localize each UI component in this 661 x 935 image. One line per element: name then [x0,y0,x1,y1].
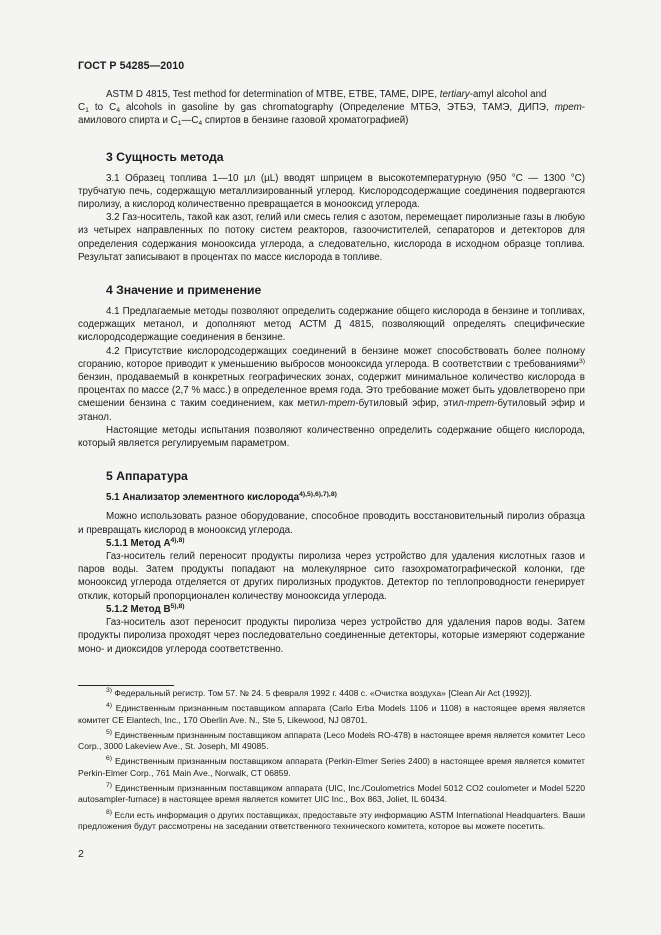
page-number: 2 [78,848,84,860]
main-content [78,88,585,656]
footnote-divider [78,685,174,686]
section-3-2-text: 3.2 Газ-носитель, такой как азот, гелий или смесь гелия с азотом, перемещает пиролизные газы в любую из четырех направленных по потоку систем реакторов, газоочистителей, сепараторов и детекторов для определения содержания монооксида углерода, а следовательно, кислорода в исходном образце топлива. Результат записывают в процентах по массе кислорода в топливе. [78,212,585,263]
section-4-1-text: 4.1 Предлагаемые методы позволяют определить содержание общего кислорода в бензине и топливах, содержащих метанол, и дополняют метод АСТМ Д 4815, позволяющий определять специфические кислородсодержащие соединения в бензине. [78,306,585,344]
footnote-8: $^{8)}$ Если есть информация о других поставщиках, предоставьте эту информацию ASTM International Headquarters. Ваши предложения будут рассмотрены на заседании ответственного технического комитета, которое вы можете посетить. [78,808,585,831]
footnotes [78,688,585,836]
section-3-1-text: 3.1 Образец топлива 1—10 µл (µL) вводят шприцем в высокотемпературную (950 °С — 1300 °С) трубчатую печь, содержащую металлизированный углерод. Кислородсодержащие соединения подвергаются пиролизу, а кислород количественно превращается в монооксид углерода. [78,172,585,211]
footnote-3: $^{3)}$ Федеральный регистр. Том 57. № 24. 5 февраля 1992 г. 4408 с. «Очистка воздуха» [Clean Air Act (1992)]. [106,687,532,698]
section-5-1-text: Можно использовать разное оборудование, способное проводить восстановительный пиролиз образца и превращать кислород в монооксид углерода. [78,511,585,536]
reference-astm-d4815: ASTM D 4815, Test method for determination of MTBE, ETBE, TAME, DIPE, tertiary-amyl alcohol and $C_1$ to $C_4$ alcohols in gasoline by gas chromatography (Определение МТБЭ, ЭТБЭ, ТАМЭ, ДИПЭ, трет-амилового спирта и $C_1—C_4$ спиртов в бензине газовой хроматографией) [78,89,585,128]
section-5-title: 5 Аппаратура [106,469,188,484]
section-5-1-2-title: 5.1.2 Метод $В^{5),8)}$ [106,602,185,615]
footnote-ref-3: 3) [578,357,585,365]
section-4-conclusion-text: Настоящие методы испытания позволяют количественно определить содержание общего кислорода, который является регулируемым параметром. [78,424,585,450]
footnote-6: $^{6)}$ Единственным признанным поставщиком аппарата (Perkin-Elmer Series 2400) в настоящее время является комитет Perkin-Elmer Corp., 761 Main Ave., Norwalk, CT 06859. [78,755,585,778]
standard-header: ГОСТ Р 54285—2010 [78,60,185,72]
section-3-title: 3 Сущность метода [106,149,224,164]
footnote-5: $^{5)}$ Единственным признанным поставщиком аппарата (Leco Models RO-478) в настоящее время является комитет Leco Corp., 3000 Lakeview Ave., St. Joseph, MI 49085. [78,728,585,752]
section-5-1-1-title: 5.1.1 Метод $А^{4),8)}$ [106,536,185,549]
section-4-title: 4 Значение и применение [106,283,262,298]
section-5-1-2-text: Газ-носитель азот переносит продукты пиролиза через устройство для удаления паров воды. Затем продукты пиролиза проходят через последовательно соединенные детекторы, которые измеряют содержание моно- и диоксидов углерода соответственно. [78,617,585,655]
section-5-1-title: 5.1 Анализатор элементного кислорода$^{4),5),6),7),8)}$ [106,491,337,504]
footnote-4: $^{4)}$ Единственным признанным поставщиком аппарата (Carlo Erba Models 1106 и 1108) в настоящее время является комитет CE Elantech, Inc., 170 Oberlin Ave. N., Ste 5, Likewood, NJ 08701. [78,702,585,725]
footnote-7: $^{7)}$ Единственным признанным поставщиком аппарата (UIC, Inc./Coulometrics Model 5012 CO2 coulometer и Model 5220 autosampler-furnace) в настоящее время является комитет UIC Inc., Box 863, Joliet, IL 60434. [78,782,585,805]
section-4-2-text: 4.2 Присутствие кислородсодержащих соединений в бензине может способствовать более полному сгоранию, которое приводит к уменьшению выбросов монооксида углерода. В соответствии с требованиями$^{3)}$ бензин, продаваемый в конкретных географических зонах, содержит минимальное количество кислорода в процентах по массе (2,7 % масс.) в определенное время года. Это требование может быть удовлетворено при смешении бензина с таким соединением, как метил-трет-бутиловый эфир, этил-трет-бутиловый эфир и этанол. [78,345,585,423]
section-5-1-1-text: Газ-носитель гелий переносит продукты пиролиза через устройство для удаления кислотных газов и паров воды. Затем продукты попадают на молекулярное сито газохроматографической колонки, где монооксид углерода отделяется от других пиролизных продуктов. Детектор по теплопроводности генерирует отклик, который пропорционален количеству монооксида углерода. [78,551,585,602]
